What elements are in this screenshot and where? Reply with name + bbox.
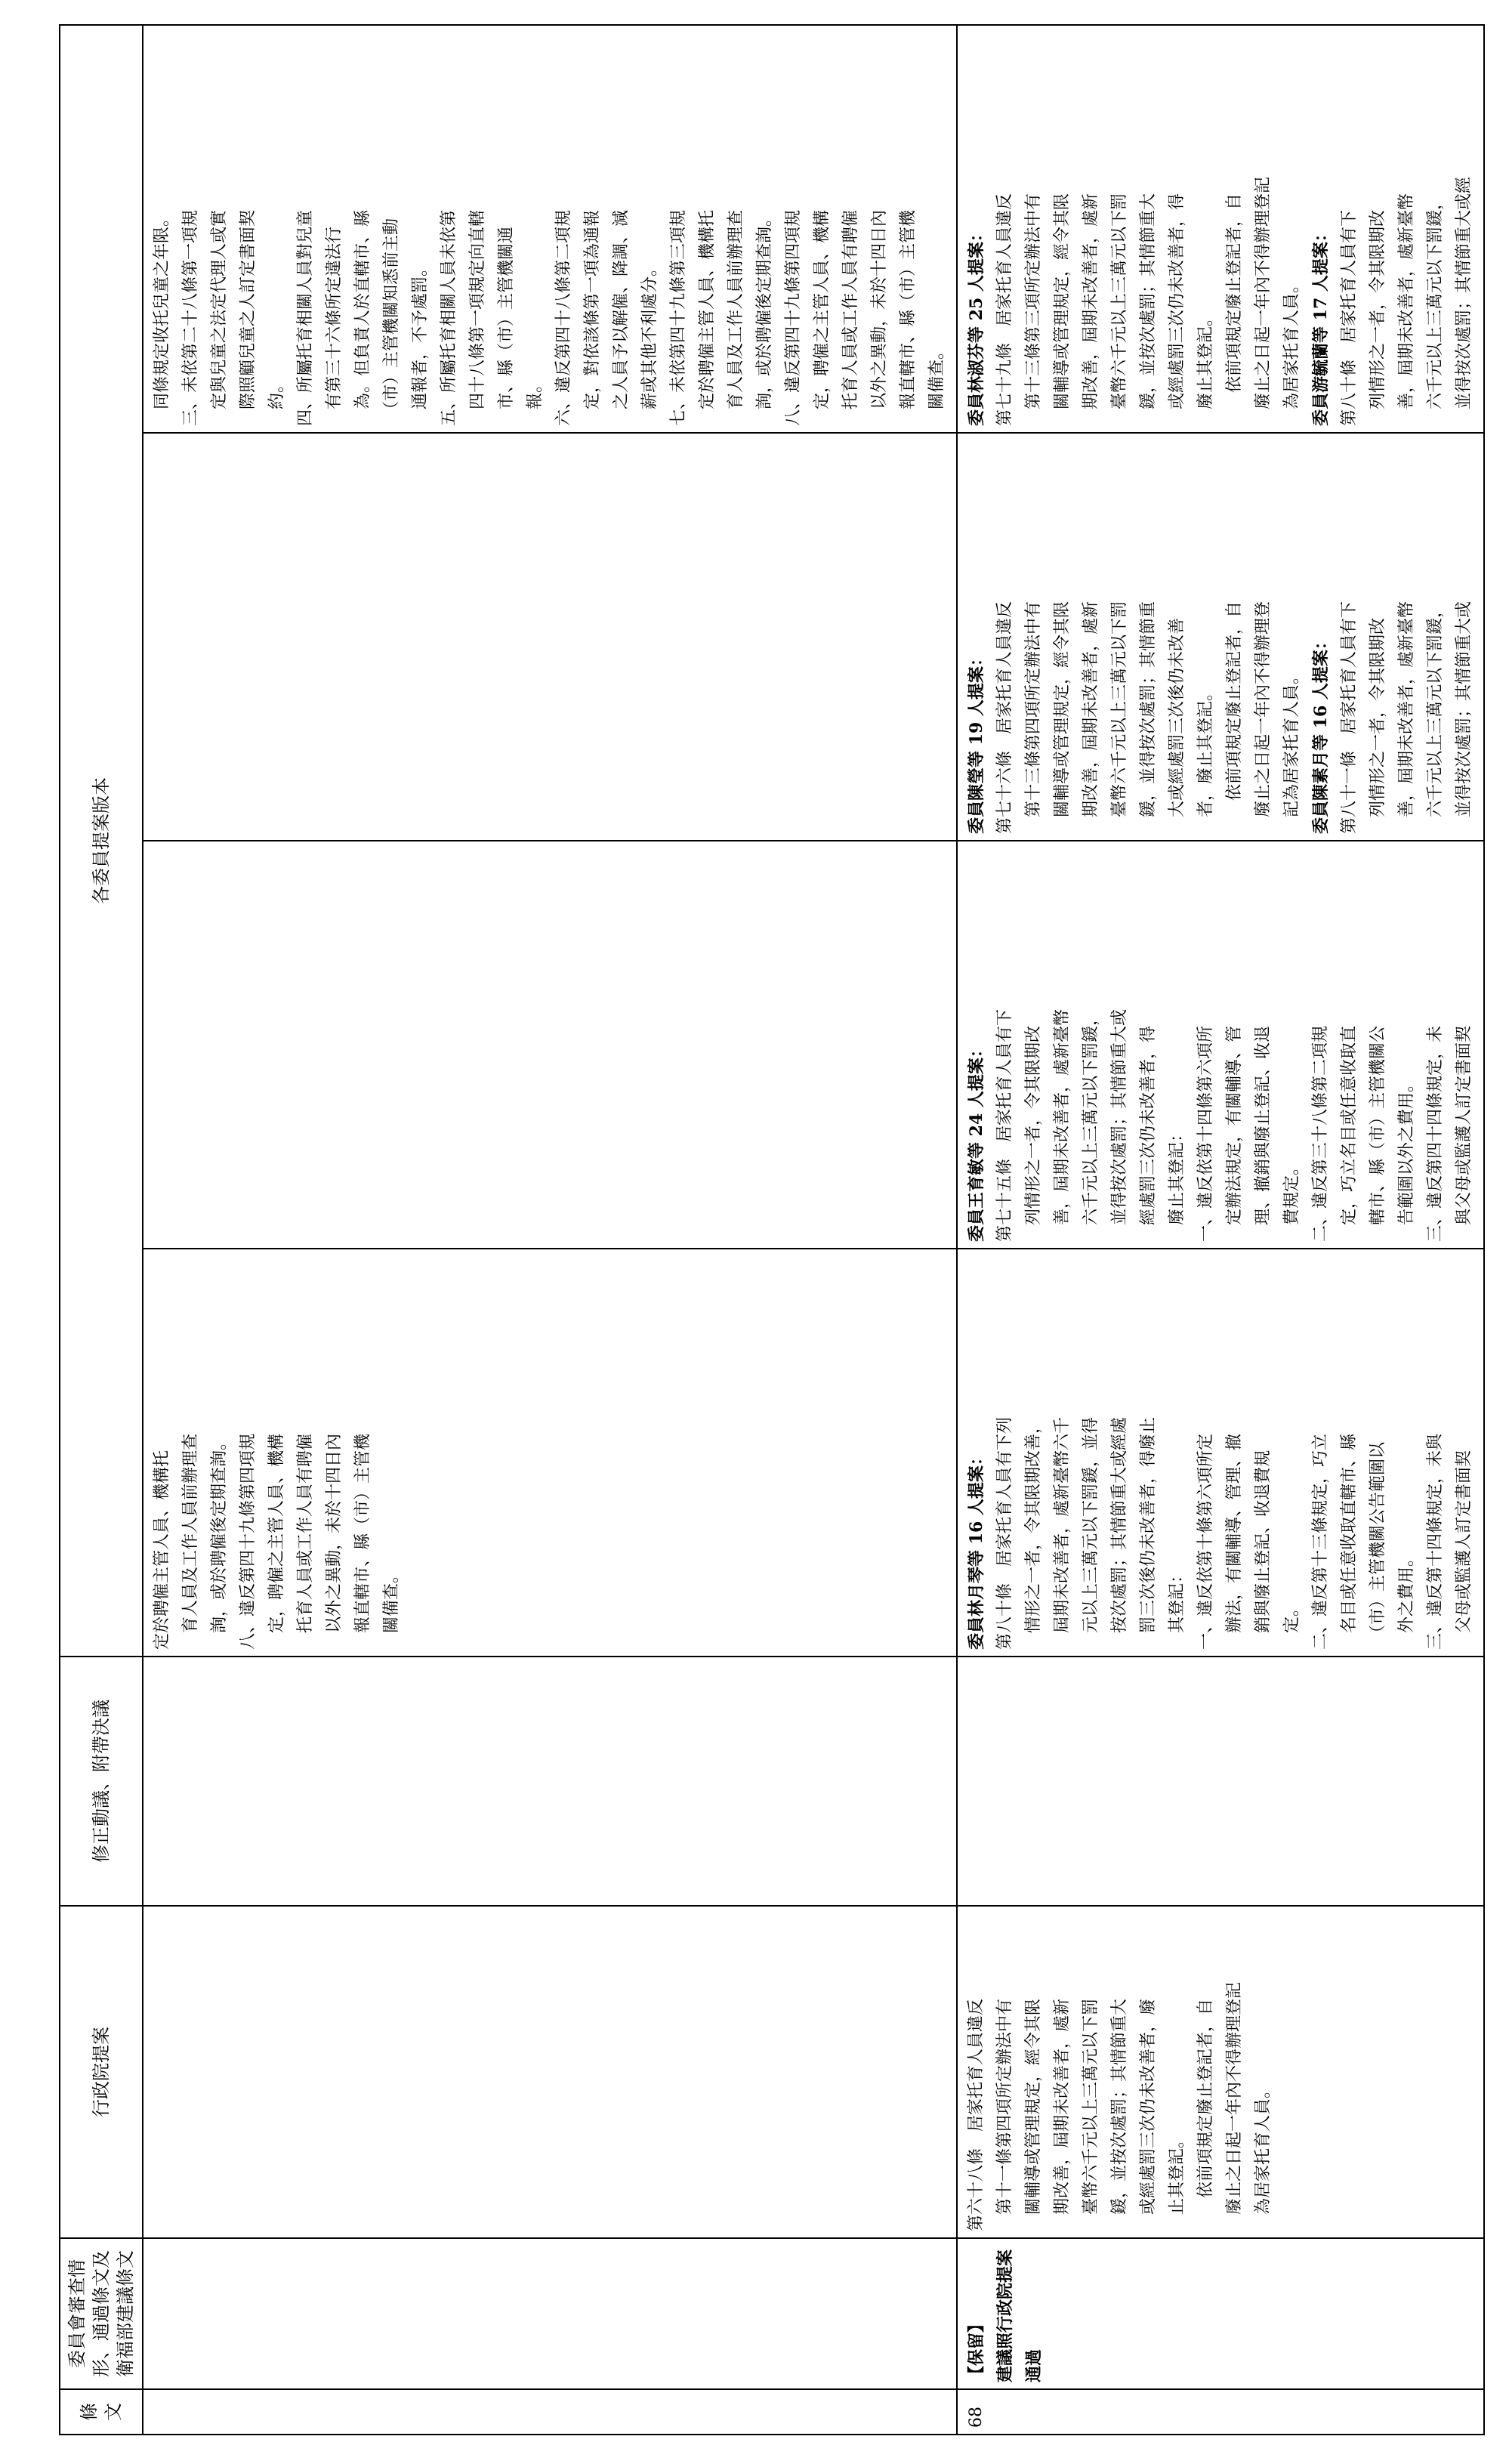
proposal-text: 第七十六條 居家托育人員違反 第十三條第四項所定辦法中有 關輔導或管理規定，經令其限 期改善，屆期未改善者，處新 臺幣六千元以上三萬元以下罰 鍰，並得按次處罰；其情節重 大或經處罰三次後仍未改善 者，廢止其登記。 依前項規定廢止登記者，自 廢止之日起一年內不得辦理登 記為居家托育人員。	[995, 601, 1301, 834]
continuation-row	[143, 25, 957, 2435]
proposal-title: 委員林淑芬等 25 人提案：	[967, 225, 986, 426]
row1-proposal-1: 定於聘僱主管人員、機構托 育人員及工作人員前辦理查 詢，或於聘僱後定期查詢。 八、違反第四十九條第四項規 定，聘僱之主管人員、機構 托育人員或工作人員有聘僱 以外之異動，未於十四日內 報直轄市、縣（市）主管機 關備查。	[143, 1249, 957, 1657]
header-review: 委員會審查情形、通過條文及衛福部建議條文	[60, 2238, 143, 2389]
header-row	[60, 25, 143, 2435]
proposal-title: 委員游毓蘭等 17 人提案：	[1311, 225, 1331, 426]
header-exec: 行政院提案	[60, 1906, 143, 2238]
row2-proposal-4	[957, 25, 1484, 433]
row2-proposal-2	[957, 841, 1484, 1249]
proposal-title: 委員王育敏等 24 人提案：	[967, 1041, 986, 1242]
row1-amend	[143, 1657, 957, 1906]
row1-review	[143, 2238, 957, 2389]
row2-review	[957, 2238, 1484, 2389]
proposal-title: 委員陳素月等 16 人提案：	[1311, 633, 1331, 834]
row1-exec	[143, 1906, 957, 2238]
row2-proposal-1	[957, 1249, 1484, 1657]
proposal-text: 第八十一條 居家托育人員有下 列情形之一者，令其限期改 善，屆期未改善者，處新臺幣 六千元以上三萬元以下罰鍰， 並得按次處罰；其情節重大或	[1340, 601, 1474, 834]
review-text: 建議照行政院提案通過	[995, 2249, 1044, 2382]
row2-article-no: 68	[957, 2389, 1484, 2435]
row1-article	[143, 2389, 957, 2435]
proposal-text: 第八十條 居家托育人員有下 列情形之一者，令其限期改 善，屆期未改善者，處新臺幣 六千元以上三萬元以下罰鍰， 並得按次處罰；其情節重大或經	[1340, 176, 1474, 426]
article-68-row	[957, 25, 1484, 2435]
row2-exec: 第六十八條 居家托育人員違反 第十一條第四項所定辦法中有 關輔導或管理規定，經令其限 期改善，屆期未改善者，處新 臺幣六千元以上三萬元以下罰 鍰，並按次處罰；其情節重大 或經處罰三次仍未改善者，廢 止其登記。 依前項規定廢止登記者，自 廢止之日起一年內不得辦理登記 為居家托育人員。	[957, 1906, 1484, 2238]
proposal-text: 第八十條 居家托育人員有下列 情形之一者，令其限期改善， 屆期未改善者，處新臺幣六千 元以上三萬元以下罰鍰，並得 按次處罰；其情節重大或經處 罰三次後仍未改善者，得廢止 其登記： 一、違反依第十條第六項所定 辦法，有關輔導、管理、撤 銷與廢止登記、收退費規 定。 二、違反第十三條規定，巧立 名目或任意收取直轄市、縣 （市）主管機關公告範圍以 外之費用。 三、違反第十四條規定，未與 父母或監護人訂定書面契	[995, 1416, 1474, 1650]
header-amend: 修正動議、附帶決議	[60, 1657, 143, 1906]
proposal-text: 第七十五條 居家托育人員有下 列情形之一者，令其限期改 善，屆期未改善者，處新臺幣 六千元以上三萬元以下罰鍰， 並得按次處罰；其情節重大或 經處罰三次仍未改善者，得 廢止其登記： 一、違反依第十四條第六項所 定辦法規定，有關輔導、管 理、撤銷與廢止登記、收退 費規定。 二、違反第三十八條第二項規 定，巧立名目或任意收取直 轄市、縣（市）主管機關公 告範圍以外之費用。 三、違反第四十四條規定，未 與父母或監護人訂定書面契	[995, 1008, 1474, 1242]
proposal-title: 委員林月琴等 16 人提案：	[967, 1449, 986, 1650]
header-proposals: 各委員提案版本	[60, 25, 143, 1657]
row1-proposal-3	[143, 433, 957, 841]
comparison-table	[59, 24, 1485, 2435]
row1-proposal-2	[143, 841, 957, 1249]
row2-amend	[957, 1657, 1484, 1906]
row1-proposal-4: 同條規定收托兒童之年限。 三、未依第二十八條第一項規 定與兒童之法定代理人或實 際照顧兒童之人訂定書面契 約。 四、所屬托育相關人員對兒童 有第三十六條所定違法行 為。但負責人於直轄市、縣 （市）主管機關知悉前主動 通報者，不予處罰。 五、所屬托育相關人員未依第 四十八條第一項規定向直轄 市、縣（市）主管機關通 報。 六、違反第四十八條第二項規 定，對依該條第一項為通報 之人員予以解僱、降調、減 薪或其他不利處分。 七、未依第四十九條第三項規 定於聘僱主管人員、機構托 育人員及工作人員前辦理查 詢，或於聘僱後定期查詢。 八、違反第四十九條第四項規 定，聘僱之主管人員、機構 托育人員或工作人員有聘僱 以外之異動，未於十四日內 報直轄市、縣（市）主管機 關備查。	[143, 25, 957, 433]
header-article: 條文	[60, 2389, 143, 2435]
proposal-title: 委員陳瑩等 19 人提案：	[967, 650, 986, 834]
row2-proposal-3	[957, 433, 1484, 841]
review-tag: 【保留】	[967, 2315, 986, 2382]
proposal-text: 第七十九條 居家托育人員違反 第十三條第三項所定辦法中有 關輔導或管理規定，經令其限 期改善，屆期未改善者，處新 臺幣六千元以上三萬元以下罰 鍰，並按次處罰；其情節重大 或經處罰三次仍未改善者，得 廢止其登記。 依前項規定廢止登記者，自 廢止之日起一年內不得辦理登記 為居家托育人員。	[995, 176, 1301, 426]
